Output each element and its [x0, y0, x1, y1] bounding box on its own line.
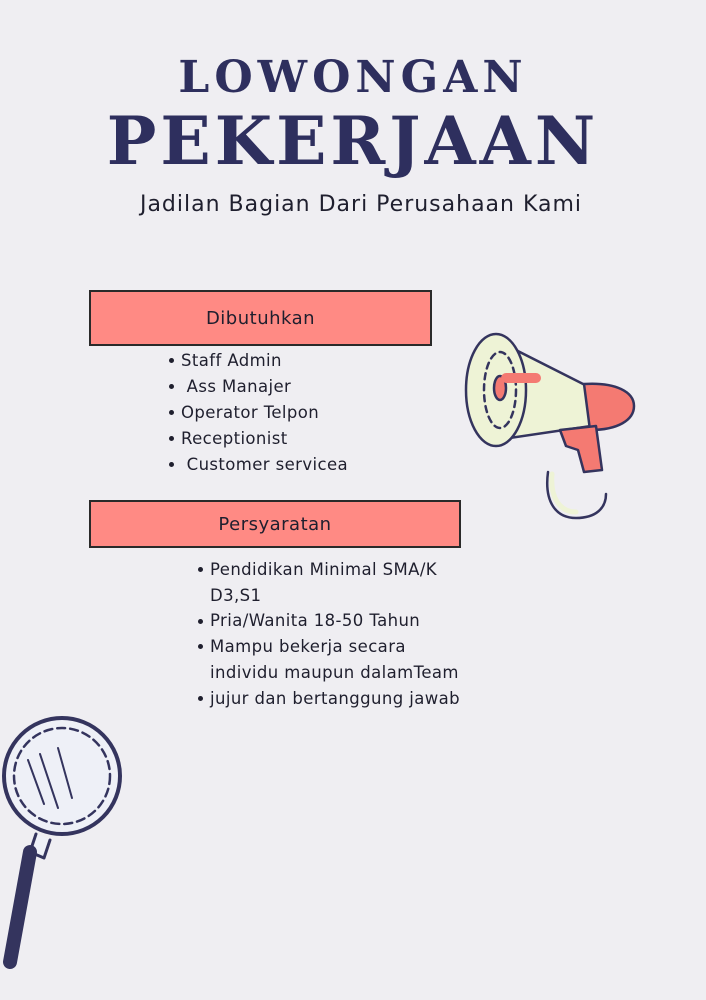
section-heading-label: Dibutuhkan: [205, 307, 316, 329]
list-item: Receptionist: [167, 426, 348, 452]
section-heading-persyaratan: [89, 500, 461, 548]
list-item: jujur dan bertanggung jawab: [196, 686, 466, 712]
list-dibutuhkan: [167, 348, 348, 478]
list-item: Staff Admin: [167, 348, 348, 374]
list-item: Customer servicea: [167, 452, 348, 478]
list-item: Ass Manajer: [167, 374, 348, 400]
list-item: Pria/Wanita 18-50 Tahun: [196, 608, 466, 634]
section-heading-dibutuhkan: [89, 290, 432, 346]
list-item: Pendidikan Minimal SMA/K D3,S1: [196, 557, 466, 608]
list-item: Mampu bekerja secara individu maupun dalamTeam: [196, 634, 466, 685]
megaphone-icon: [456, 322, 646, 528]
title-line-2: PEKERJAAN: [106, 102, 600, 180]
title-line-1: LOWONGAN: [178, 52, 528, 103]
list-item: Operator Telpon: [167, 400, 348, 426]
section-heading-label: Persyaratan: [218, 513, 332, 535]
magnifying-glass-icon: [0, 712, 130, 972]
subtitle: Jadilan Bagian Dari Perusahaan Kami: [139, 192, 583, 217]
list-persyaratan: [196, 557, 466, 711]
